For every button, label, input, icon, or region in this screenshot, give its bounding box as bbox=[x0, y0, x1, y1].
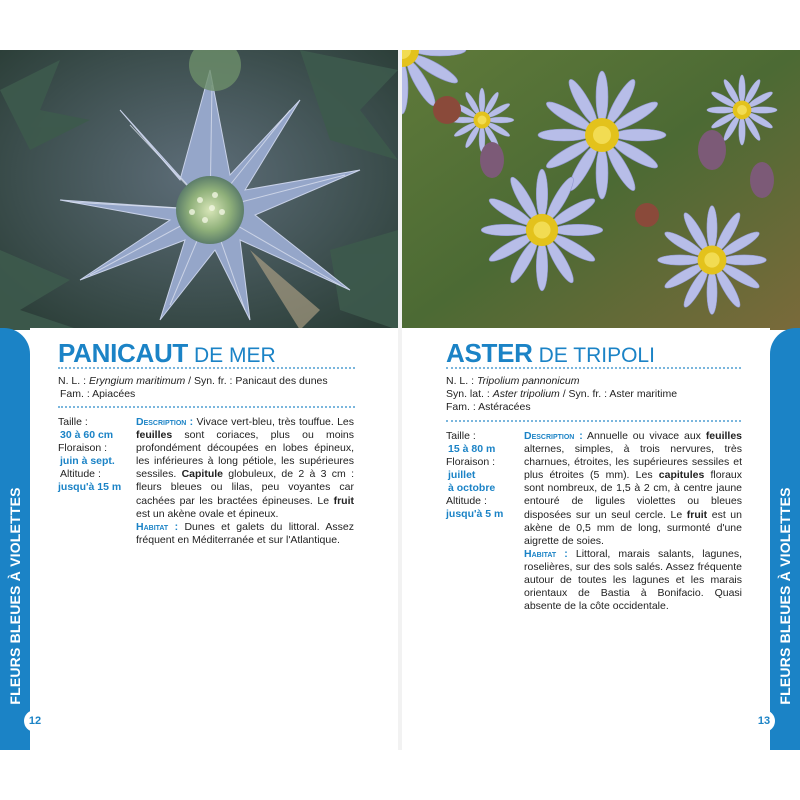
species-title-right bbox=[446, 338, 655, 369]
meta-divider bbox=[446, 420, 741, 422]
species-title-left bbox=[58, 338, 276, 369]
habitat-left: Habitat : Dunes et galets du littoral. Assez fréquent en Méditerranée et sur l'Atlantique. bbox=[136, 520, 355, 546]
species-name-bold: ASTER bbox=[446, 338, 533, 368]
description-right: Description : Annuelle ou vivace aux feuilles alternes, simples, à trois nervures, très charnues, étroites, les supérieures sessiles et plus étroites (5 mm). Les capitules floraux sont nombreux, de 1,5 à 2 cm, à centre jaune entouré de ligules violettes ou bleues disposées sur un seul cercle. Le fruit est un akène de 0,5 mm de long, surmonté d'une aigrette de soies. Habitat : Littoral, marais salants, lagunes, roselières, sur des sols salés. Assez fréquente autour de toutes les lagunes et les marais orientaux de Bastia à Bonifacio. Quasi absente de la côte occidentale. bbox=[524, 430, 743, 613]
size-value: 15 à 80 m bbox=[448, 443, 496, 455]
description-left: Description : Vivace vert-bleu, très touffue. Les feuilles sont coriaces, plus ou moins profondément découpées en lobes épineux, les inférieures à long pétiole, les supérieures sessiles. Capitule globuleux, de 2 à 3 cm : fleurs bleues ou lilas, peu voyantes car cachées par les bractées épineuses. Le fruit est un akène ovale et épineux. Habitat : Dunes et galets du littoral. Assez fréquent en Méditerranée et sur l'Atlantique. bbox=[136, 416, 355, 546]
title-divider bbox=[58, 367, 355, 369]
sea-holly-photo bbox=[0, 50, 398, 330]
nomenclature-right: N. L. : Tripolium pannonicum Syn. lat. : Aster tripolium / Syn. fr. : Aster maritime Fam. : Astéracées bbox=[446, 375, 746, 414]
family-left: Fam. : Apiacées bbox=[60, 388, 136, 400]
sea-aster-photo bbox=[402, 50, 800, 330]
title-divider bbox=[446, 367, 741, 369]
species-name-rest: DE MER bbox=[194, 344, 276, 367]
altitude-value: jusqu'à 15 m bbox=[58, 481, 122, 493]
species-name-bold: PANICAUT bbox=[58, 338, 188, 368]
habitat-right: Habitat : Littoral, marais salants, lagunes, roselières, sur des sols salés. Assez fréquente autour de toutes les lagunes et les marais orientaux de Bastia à Bonifacio. Quasi absente de la côte occidentale. bbox=[524, 547, 742, 613]
flowering-value: juin à sept. bbox=[60, 455, 115, 467]
size-value: 30 à 60 cm bbox=[60, 429, 114, 441]
stats-left: Taille : 30 à 60 cm Floraison : juin à sept. Altitude : jusqu'à 15 m bbox=[58, 416, 136, 494]
section-label-right: FLEURS BLEUES À VIOLETTES bbox=[777, 487, 793, 705]
nomenclature-left: N. L. : Eryngium maritimum / Syn. fr. : Panicaut des dunes Fam. : Apiacées bbox=[58, 375, 358, 401]
page-number-left: 12 bbox=[24, 710, 46, 732]
species-name-rest: DE TRIPOLI bbox=[538, 344, 655, 367]
stats-right: Taille : 15 à 80 m Floraison : juillet à octobre Altitude : jusqu'à 5 m bbox=[446, 430, 524, 521]
meta-divider bbox=[58, 406, 355, 408]
page-number-right: 13 bbox=[753, 710, 775, 732]
flowering-value: juillet bbox=[448, 469, 476, 481]
family-right: Fam. : Astéracées bbox=[446, 401, 531, 413]
altitude-value: jusqu'à 5 m bbox=[446, 508, 504, 520]
section-label-left: FLEURS BLEUES À VIOLETTES bbox=[7, 487, 23, 705]
